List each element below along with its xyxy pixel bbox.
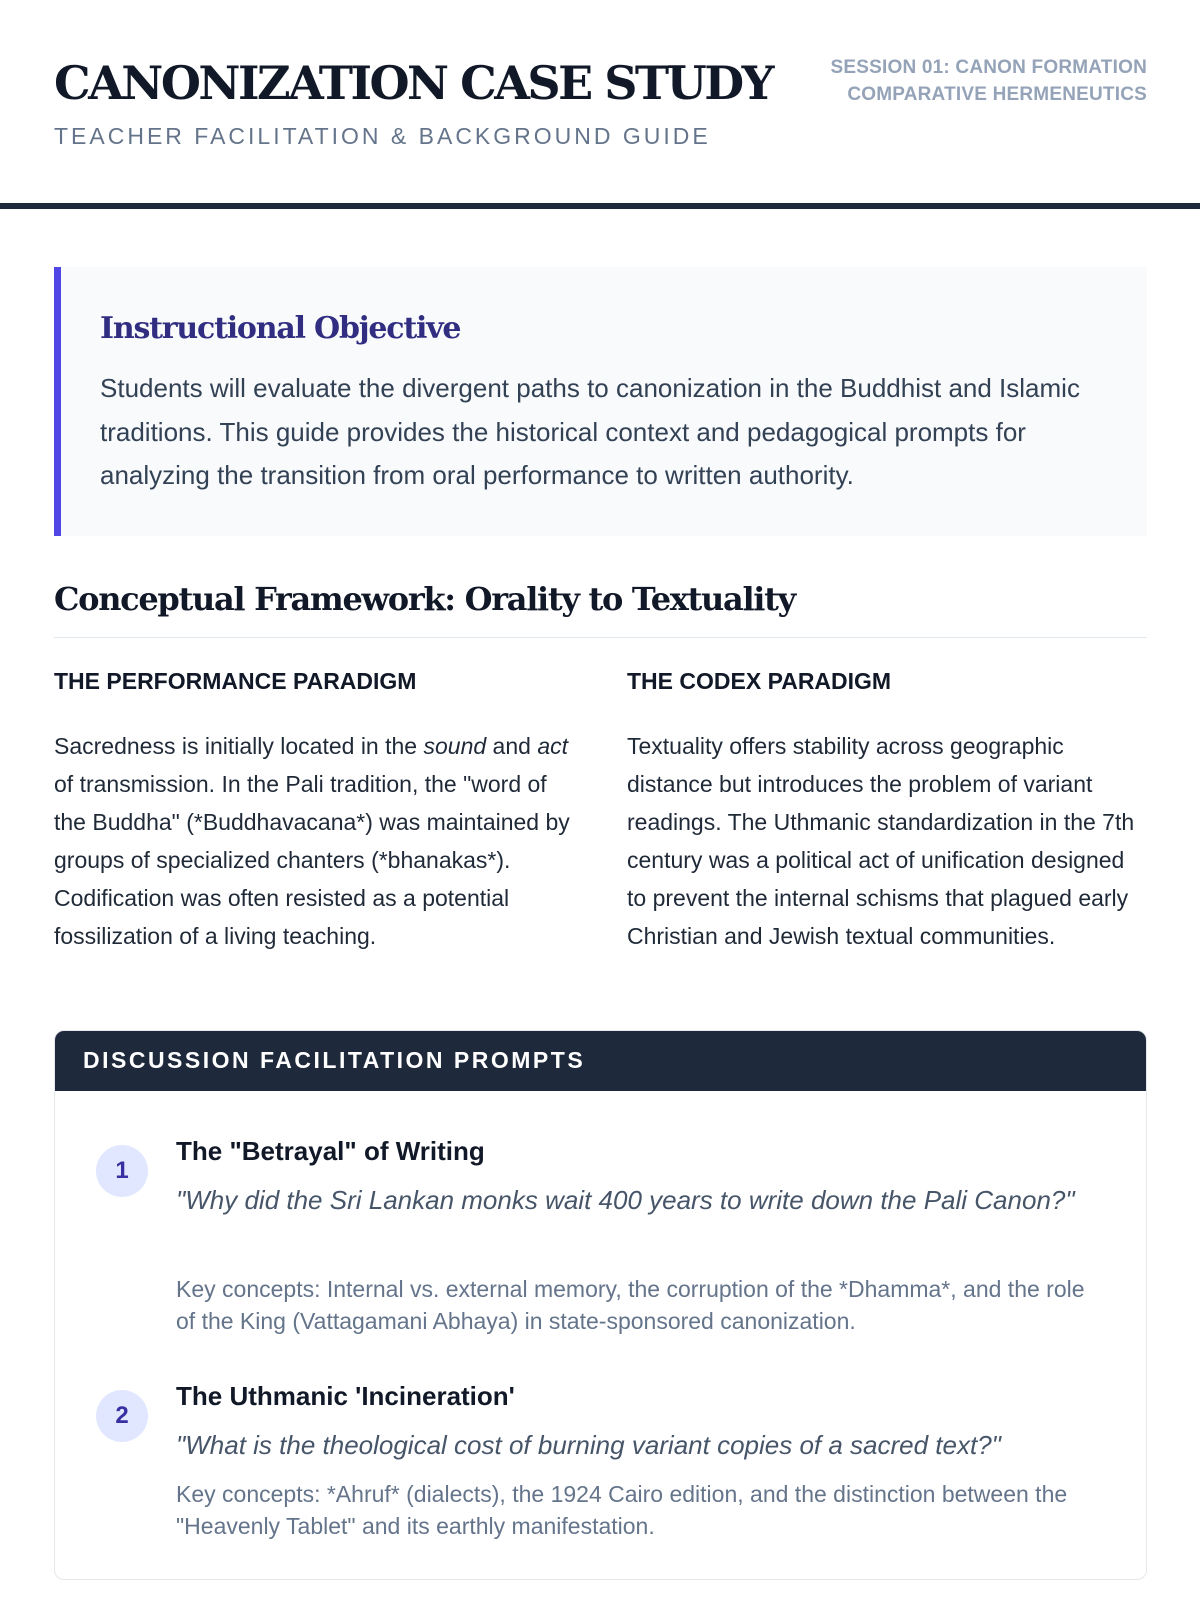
section-divider — [54, 637, 1147, 638]
document-subtitle: TEACHER FACILITATION & BACKGROUND GUIDE — [54, 123, 711, 149]
session-info — [831, 54, 1147, 108]
document-header — [0, 0, 1200, 209]
performance-text-and: and — [486, 733, 538, 759]
prompt-key-concepts: Key concepts: Internal vs. external memory, the corruption of the *Dhamma*, and the role of the King (Vattagamani Abhaya) in state-sponsored canonization. — [176, 1276, 1085, 1334]
objective-text: Students will evaluate the divergent paths to canonization in the Buddhist and Islamic traditions. This guide provides the historical context and pedagogical prompts for analyzing the transition from oral performance to written authority. — [100, 373, 1080, 490]
document-title: CANONIZATION CASE STUDY — [54, 56, 773, 110]
instructional-objective — [54, 267, 1147, 536]
session-line-1: SESSION 01: CANON FORMATION — [830, 57, 1147, 78]
codex-paradigm-column — [627, 668, 1147, 955]
performance-paradigm-column — [54, 668, 574, 955]
codex-paradigm-text: Textuality offers stability across geographic distance but introduces the problem of variant readings. The Uthmanic standardization in the 7th century was a political act of unification designed to prevent the internal schisms that plagued early Christian and Jewish textual communities. — [627, 733, 1135, 949]
emphasis-sound: sound — [423, 733, 487, 759]
prompts-header-bar — [55, 1031, 1146, 1091]
objective-title: Instructional Objective — [100, 311, 461, 346]
emphasis-act: act — [537, 733, 568, 759]
prompt-question: "What is the theological cost of burning variant copies of a sacred text?" — [176, 1430, 1001, 1460]
discussion-prompts-card — [54, 1030, 1147, 1580]
prompt-key-concepts: Key concepts: *Ahruf* (dialects), the 1924 Cairo edition, and the distinction between the "Heavenly Tablet" and its earthly manifestation. — [176, 1481, 1068, 1539]
performance-paradigm-text — [54, 727, 574, 955]
prompt-number-badge: 1 — [96, 1145, 148, 1197]
prompt-title: The Uthmanic 'Incineration' — [176, 1381, 515, 1411]
performance-paradigm-heading: THE PERFORMANCE PARADIGM — [54, 668, 417, 694]
session-line-2: COMPARATIVE HERMENEUTICS — [847, 84, 1147, 105]
prompts-heading: DISCUSSION FACILITATION PROMPTS — [83, 1047, 586, 1073]
prompt-title: The "Betrayal" of Writing — [176, 1136, 485, 1166]
prompt-number-badge: 2 — [96, 1390, 148, 1442]
prompt-question: "Why did the Sri Lankan monks wait 400 years to write down the Pali Canon?" — [176, 1185, 1075, 1215]
performance-text-body: of transmission. In the Pali tradition, the "word of the Buddha" (*Buddhavacana*) was maintained by groups of specialized chanters (*bhanakas*). Codification was often resisted as a potential fossilization of a living teaching. — [54, 771, 570, 949]
framework-title: Conceptual Framework: Orality to Textuality — [54, 580, 795, 618]
performance-text-intro: Sacredness is initially located in the — [54, 733, 424, 759]
codex-paradigm-heading: THE CODEX PARADIGM — [627, 668, 892, 694]
